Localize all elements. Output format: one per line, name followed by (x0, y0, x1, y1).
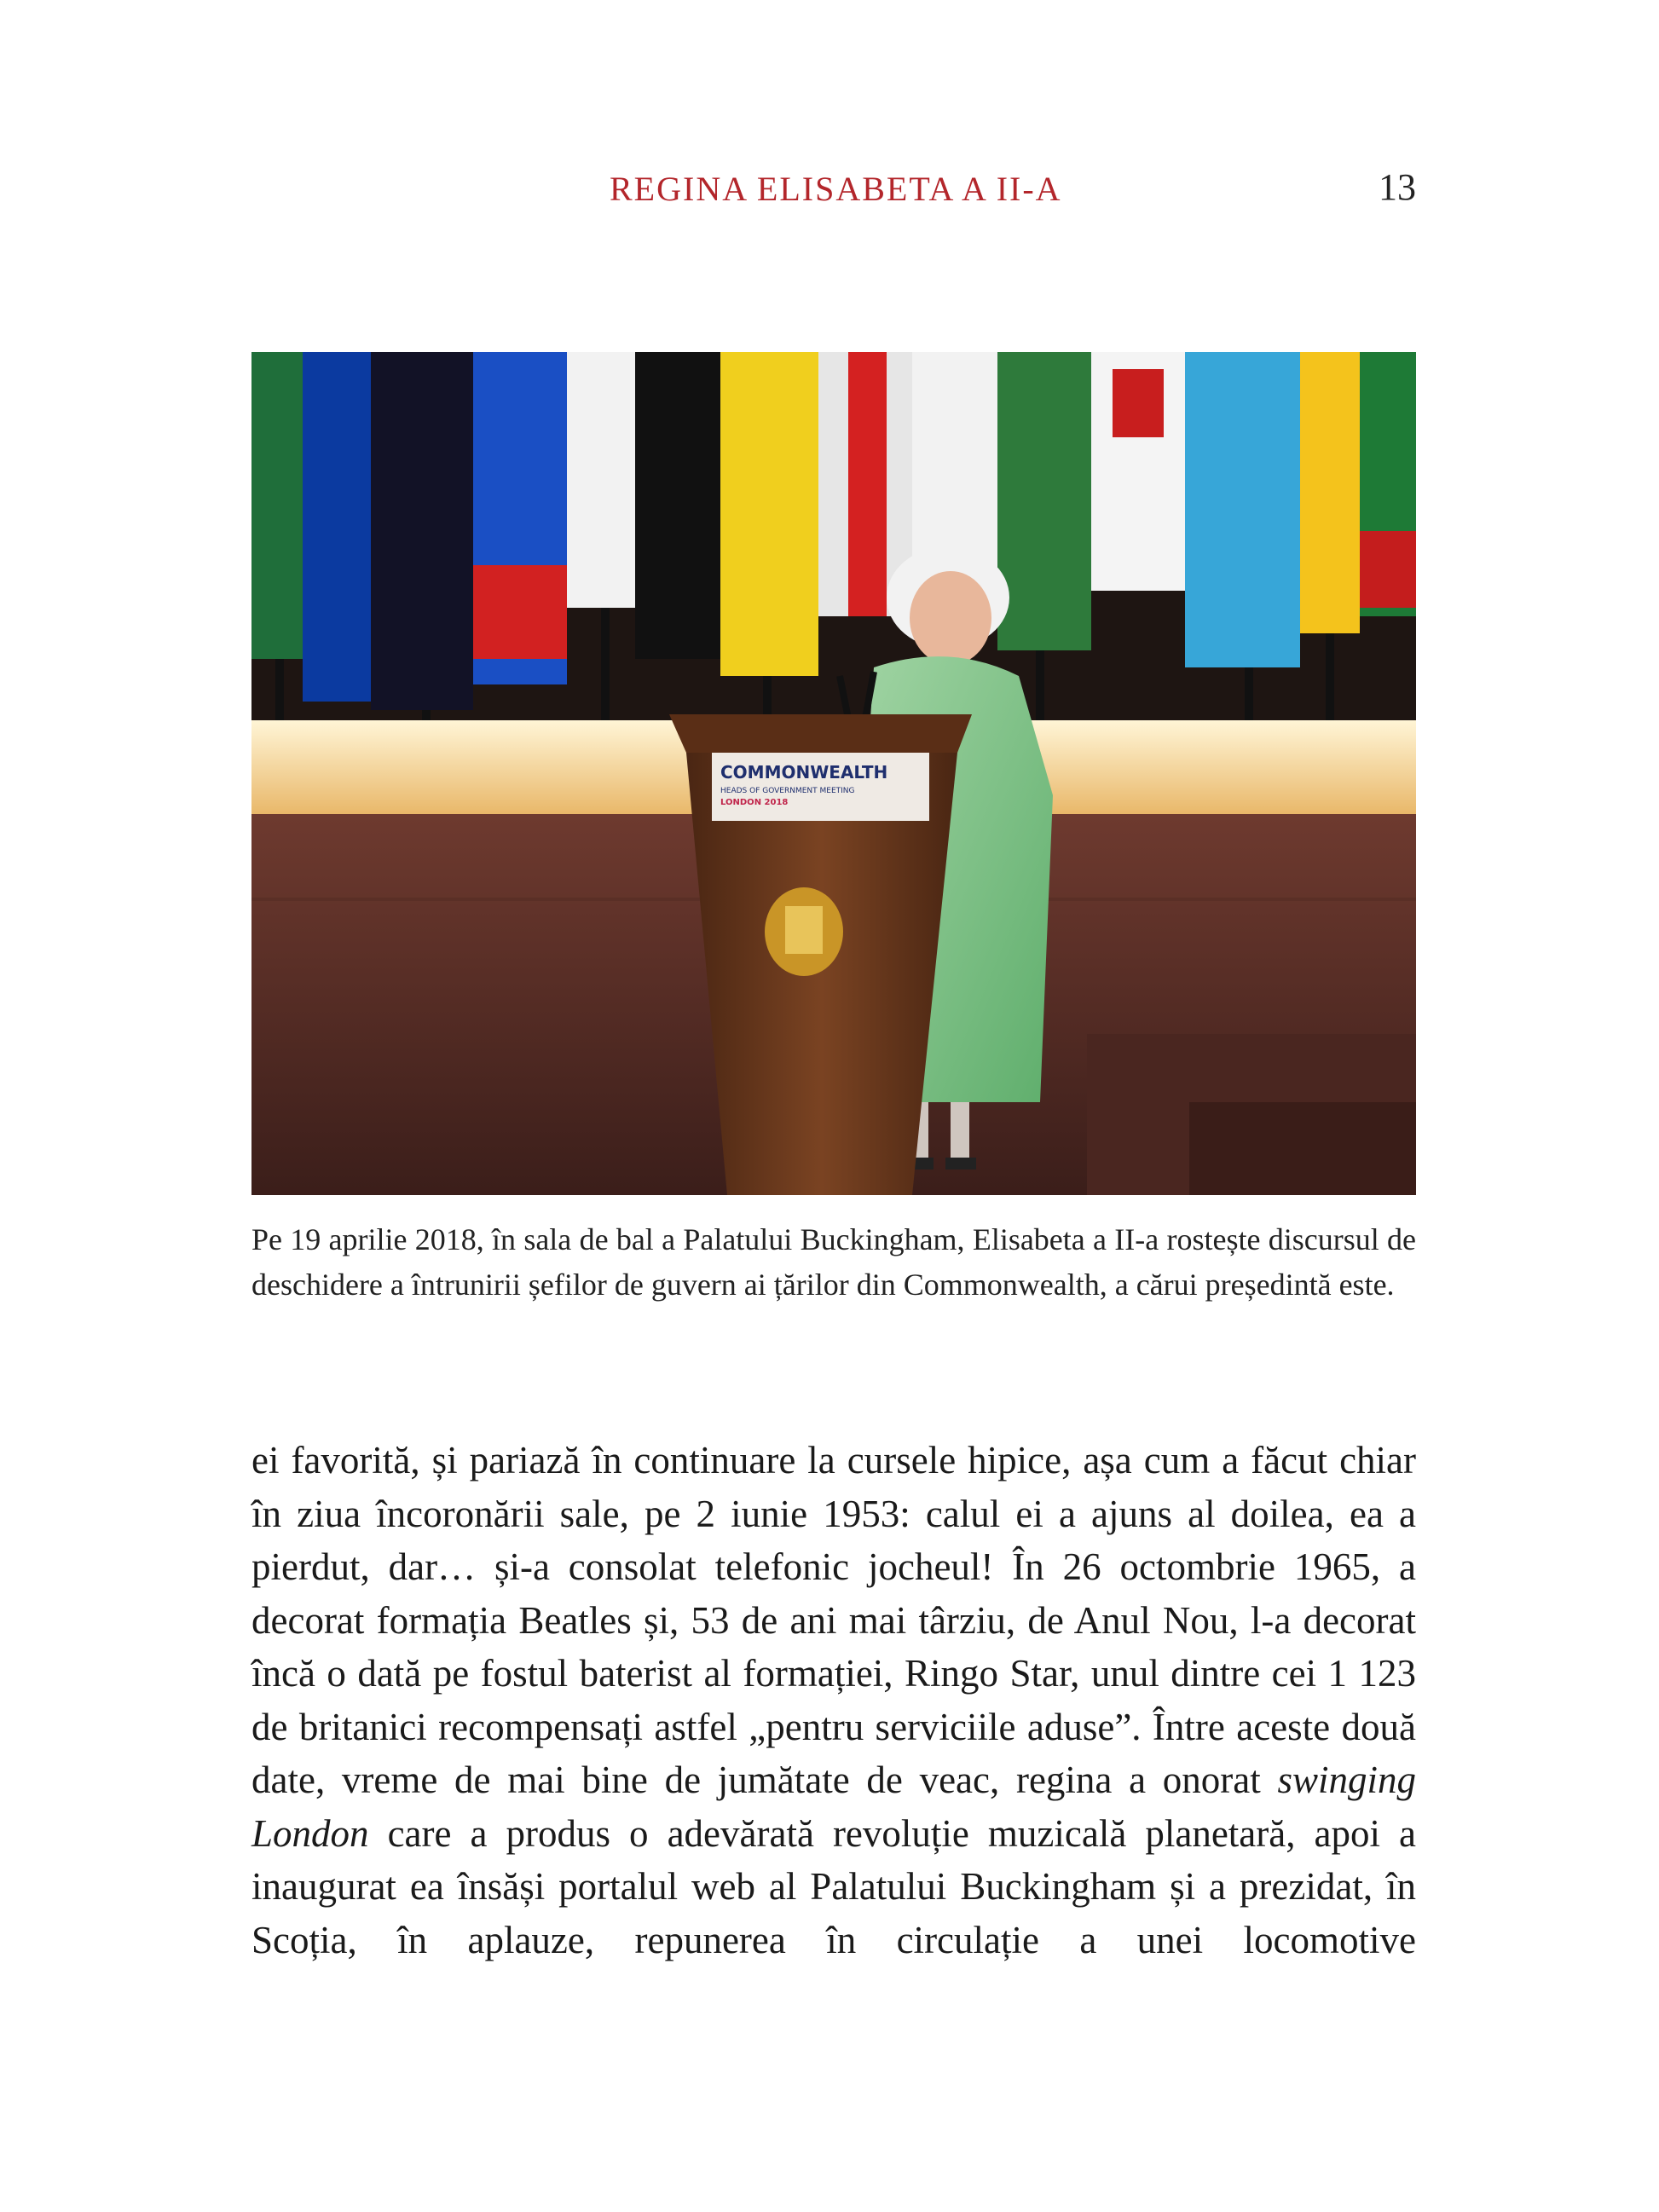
page-number: 13 (1379, 166, 1416, 208)
podium-title: COMMONWEALTH (720, 762, 888, 783)
royal-coat-of-arms-icon (765, 887, 843, 976)
body-text (251, 1434, 1416, 1967)
podium-event: LONDON 2018 (720, 798, 789, 807)
photo-caption: Pe 19 aprilie 2018, în sala de bal a Palatului Buckingham, Elisabeta a II-a rostește discursul de deschidere a întrunirii șefilor de guvern ai țărilor din Commonwealth, a cărui președintă este. (251, 1222, 1416, 1302)
body-text-part2: care a produs o adevărată revoluție muzicală planetară, apoi a inaugurat ea însăși portalul web al Palatului Buckingham și a prezidat, în Scoția, în aplauze, repunerea în circulație a unei locomotive (251, 1811, 1416, 1961)
body-text-part1: ei favorită, și pariază în continuare la cursele hipice, așa cum a făcut chiar în ziua încoronării sale, pe 2 iunie 1953: calul ei a ajuns al doilea, ea a pierdut, dar… și-a consolat telefonic jocheul! În 26 octombrie 1965, a decorat formația Beatles și, 53 de ani mai târziu, de Anul Nou, l-a decorat încă o dată pe fostul baterist al formației, Ringo Star, unul dintre cei 1 123 de britanici recompensați astfel „pentru serviciile aduse”. Între aceste două date, vreme de mai bine de jumătate de veac, regina a onorat (251, 1439, 1416, 1801)
photo-queen-at-podium (251, 352, 1416, 1195)
podium-subtitle: HEADS OF GOVERNMENT MEETING (720, 787, 855, 795)
body-text-italic: swinging London (251, 1759, 1416, 1855)
running-head: REGINA ELISABETA A II-A (610, 170, 1062, 208)
